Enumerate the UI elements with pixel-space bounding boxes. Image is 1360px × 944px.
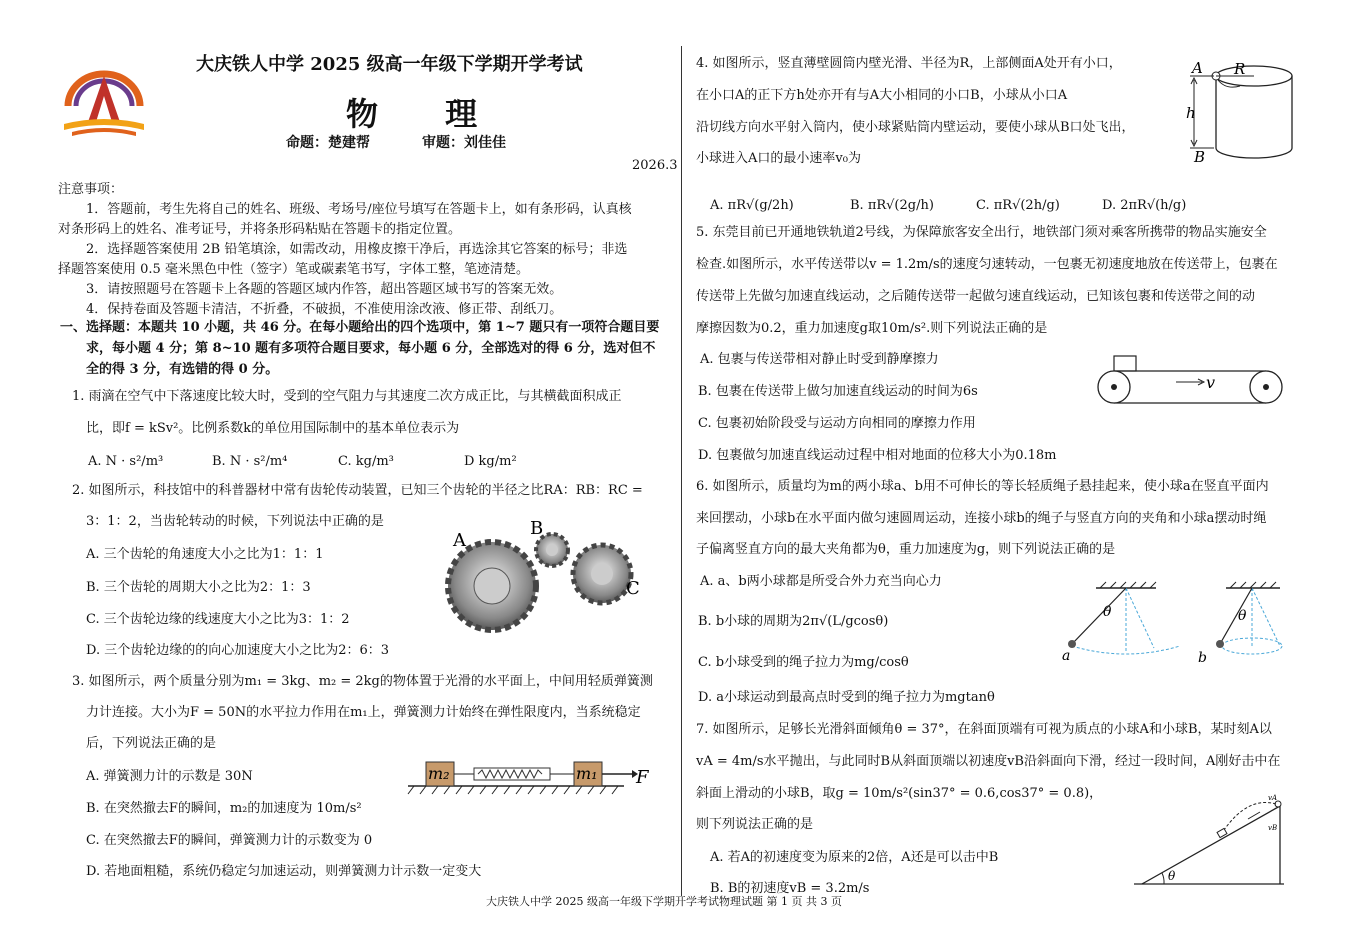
q7-option-b: B. B的初速度vB = 3.2m/s xyxy=(710,881,870,896)
q1-stem: 1. 雨滴在空气中下落速度比较大时，受到的空气阻力与其速度二次方成正比，与其横截面积成正 xyxy=(72,389,622,404)
page-footer: 大庆铁人中学 2025 级高一年级下学期开学考试物理试题 第 1 页 共 3 页 xyxy=(486,895,842,908)
gear-label-c: C xyxy=(626,578,640,599)
mass-label-m1: m₁ xyxy=(576,764,598,783)
q4-stem: 沿切线方向水平射入筒内，使小球紧贴筒内壁运动，要使小球从B口处飞出， xyxy=(696,120,1135,135)
q2-stem: 3：1：2，当齿轮转动的时候，下列说法中正确的是 xyxy=(86,514,384,529)
section-heading: 全的得 3 分，有选错的得 0 分。 xyxy=(86,362,279,377)
q2-option-c: C. 三个齿轮边缘的线速度大小之比为3：1：2 xyxy=(86,612,350,627)
radius-label: R xyxy=(1234,60,1246,78)
column-divider xyxy=(681,46,682,896)
q5-option-d: D. 包裹做匀加速直线运动过程中相对地面的位移大小为0.18m xyxy=(698,448,1057,463)
mass-label-m2: m₂ xyxy=(428,764,450,783)
reviewer-label: 审题：刘佳佳 xyxy=(422,135,506,151)
hole-label-a: A xyxy=(1192,59,1203,77)
q6-stem: 子偏离竖直方向的最大夹角都为θ，重力加速度为g，则下列说法正确的是 xyxy=(696,542,1116,557)
q5-option-c: C. 包裹初始阶段受与运动方向相同的摩擦力作用 xyxy=(698,416,976,431)
notice-heading: 注意事项： xyxy=(58,182,124,197)
notice-line: 择题答案使用 0.5 毫米黑色中性（签字）笔或碳素笔书写，字体工整，笔迹清楚。 xyxy=(58,262,529,277)
q1-option-c: C. kg/m³ xyxy=(338,454,394,469)
q2-stem: 2. 如图所示，科技馆中的科普器材中常有齿轮传动装置，已知三个齿轮的半径之比RA：RB：RC = xyxy=(72,483,643,498)
q5-stem: 检查.如图所示，水平传送带以v = 1.2m/s的速度匀速转动，一包裹无初速度地放在传送带上，包裹在 xyxy=(696,257,1278,272)
q4-stem: 4. 如图所示，竖直薄壁圆筒内壁光滑、半径为R，上部侧面A处开有小口， xyxy=(696,56,1122,71)
cylinder-figure xyxy=(1182,56,1302,166)
q6-option-a: A. a、b两小球都是所受合外力充当向心力 xyxy=(700,574,942,589)
q4-option-a: A. πR√(g/2h) xyxy=(710,198,794,213)
q7-stem: 斜面上滑动的小球B，取g = 10m/s²(sin37° = 0.6,cos37° = 0.8)， xyxy=(696,786,1103,801)
q3-option-d: D. 若地面粗糙，系统仍稳定匀加速运动，则弹簧测力计示数一定变大 xyxy=(86,864,482,879)
q5-stem: 5. 东莞目前已开通地铁轨道2号线，为保障旅客安全出行，地铁部门须对乘客所携带的物品实施安全 xyxy=(696,225,1267,240)
q7-option-a: A. 若A的初速度变为原来的2倍，A还是可以击中B xyxy=(710,850,999,865)
exam-date: 2026.3 xyxy=(632,158,678,173)
q6-stem: 6. 如图所示，质量均为m的两小球a、b用不可伸长的等长轻质绳子悬挂起来，使小球a在竖直平面内 xyxy=(696,479,1269,494)
q2-option-a: A. 三个齿轮的角速度大小之比为1：1：1 xyxy=(86,547,324,562)
section-heading: 一、选择题：本题共 10 小题，共 46 分。在每小题给出的四个选项中，第 1~7 题只有一项符合题目要 xyxy=(60,320,660,335)
force-label: F xyxy=(636,767,649,788)
hole-label-b: B xyxy=(1194,148,1206,166)
q5-stem: 传送带上先做匀加速直线运动，之后随传送带一起做匀速直线运动，已知该包裹和传送带之间的动 xyxy=(696,289,1256,304)
q2-option-b: B. 三个齿轮的周期大小之比为2：1：3 xyxy=(86,580,311,595)
q3-stem: 3. 如图所示，两个质量分别为m₁ = 3kg、m₂ = 2kg的物体置于光滑的水平面上，中间用轻质弹簧测 xyxy=(72,674,653,689)
belt-velocity-label: v xyxy=(1206,373,1216,392)
q1-option-b: B. N · s²/m⁴ xyxy=(212,454,288,469)
q3-stem: 后，下列说法正确的是 xyxy=(86,736,217,751)
q7-stem: vA = 4m/s水平抛出，与此同时B从斜面顶端以初速度vB沿斜面向下滑，经过一段时间，A刚好击中在 xyxy=(696,754,1281,769)
q6-option-b: B. b小球的周期为2π√(L/gcosθ) xyxy=(698,614,889,629)
notice-line: 对条形码上的姓名、准考证号，并将条形码粘贴在答题卡的指定位置。 xyxy=(58,222,462,237)
q7-stem: 7. 如图所示，足够长光滑斜面倾角θ = 37°，在斜面顶端有可视为质点的小球A和小球B，某时刻A以 xyxy=(696,722,1272,737)
section-heading: 求，每小题 4 分；第 8~10 题有多项符合题目要求，每小题 6 分，全部选对的得 6 分，选对但不 xyxy=(86,341,656,356)
height-label: h xyxy=(1186,104,1196,122)
vb-label: vB xyxy=(1268,824,1278,832)
angle-b-label: θ xyxy=(1238,608,1247,624)
author-label: 命题：楚建帮 xyxy=(286,135,370,151)
q2-option-d: D. 三个齿轮边缘的的向心加速度大小之比为2：6：3 xyxy=(86,643,390,658)
school-logo xyxy=(58,62,150,140)
q1-stem: 比，即f = kSv²。比例系数k的单位用国际制中的基本单位表示为 xyxy=(86,421,460,436)
q5-option-a: A. 包裹与传送带相对静止时受到静摩擦力 xyxy=(700,352,939,367)
conveyor-figure xyxy=(1094,352,1286,410)
subject-title: 物 理 xyxy=(346,95,506,133)
ball-b-label: b xyxy=(1198,650,1207,666)
exam-title: 大庆铁人中学 2025 级高一年级下学期开学考试 xyxy=(196,54,583,75)
q3-option-a: A. 弹簧测力计的示数是 30N xyxy=(86,769,253,784)
q1-option-d: D kg/m² xyxy=(464,454,517,469)
notice-line: 1．答题前，考生先将自己的姓名、班级、考场号/座位号填写在答题卡上，如有条形码，认真核 xyxy=(86,202,632,217)
q4-stem: 小球进入A口的最小速率v₀为 xyxy=(696,151,861,166)
pendulum-figure xyxy=(1058,580,1288,666)
q4-option-d: D. 2πR√(h/g) xyxy=(1102,198,1187,213)
q3-option-c: C. 在突然撤去F的瞬间，弹簧测力计的示数变为 0 xyxy=(86,833,373,848)
gear-label-b: B xyxy=(530,518,544,539)
incline-figure xyxy=(1132,790,1286,888)
q4-option-b: B. πR√(2g/h) xyxy=(850,198,934,213)
spring-scale-figure xyxy=(406,756,656,798)
q5-option-b: B. 包裹在传送带上做匀加速直线运动的时间为6s xyxy=(698,384,978,399)
ball-a-label: a xyxy=(1062,648,1071,664)
notice-line: 2．选择题答案使用 2B 铅笔填涂，如需改动，用橡皮擦干净后，再选涂其它答案的标号；非选 xyxy=(86,242,628,257)
gear-label-a: A xyxy=(453,530,466,551)
q7-stem: 则下列说法正确的是 xyxy=(696,817,814,832)
angle-a-label: θ xyxy=(1103,604,1112,620)
incline-angle-label: θ xyxy=(1168,869,1176,883)
q3-option-b: B. 在突然撤去F的瞬间，m₂的加速度为 10m/s² xyxy=(86,801,362,816)
q1-option-a: A. N · s²/m³ xyxy=(88,454,164,469)
va-label: vA xyxy=(1268,794,1278,802)
q6-option-c: C. b小球受到的绳子拉力为mg/cosθ xyxy=(698,655,909,670)
notice-line: 4．保持卷面及答题卡清洁，不折叠，不破损，不准使用涂改液、修正带、刮纸刀。 xyxy=(86,302,563,317)
notice-line: 3．请按照题号在答题卡上各题的答题区域内作答，超出答题区域书写的答案无效。 xyxy=(86,282,563,297)
q3-stem: 力计连接。大小为F = 50N的水平拉力作用在m₁上，弹簧测力计始终在弹性限度内，当系统稳定 xyxy=(86,705,641,720)
gear-figure xyxy=(440,516,650,636)
q4-stem: 在小口A的正下方h处亦开有与A大小相同的小口B，小球从小口A xyxy=(696,88,1068,103)
q6-option-d: D. a小球运动到最高点时受到的绳子拉力为mgtanθ xyxy=(698,690,995,705)
q6-stem: 来回摆动，小球b在水平面内做匀速圆周运动，连接小球b的绳子与竖直方向的夹角和小球a摆动时绳 xyxy=(696,511,1267,526)
q5-stem: 摩擦因数为0.2，重力加速度g取10m/s².则下列说法正确的是 xyxy=(696,321,1048,336)
q4-option-c: C. πR√(2h/g) xyxy=(976,198,1060,213)
